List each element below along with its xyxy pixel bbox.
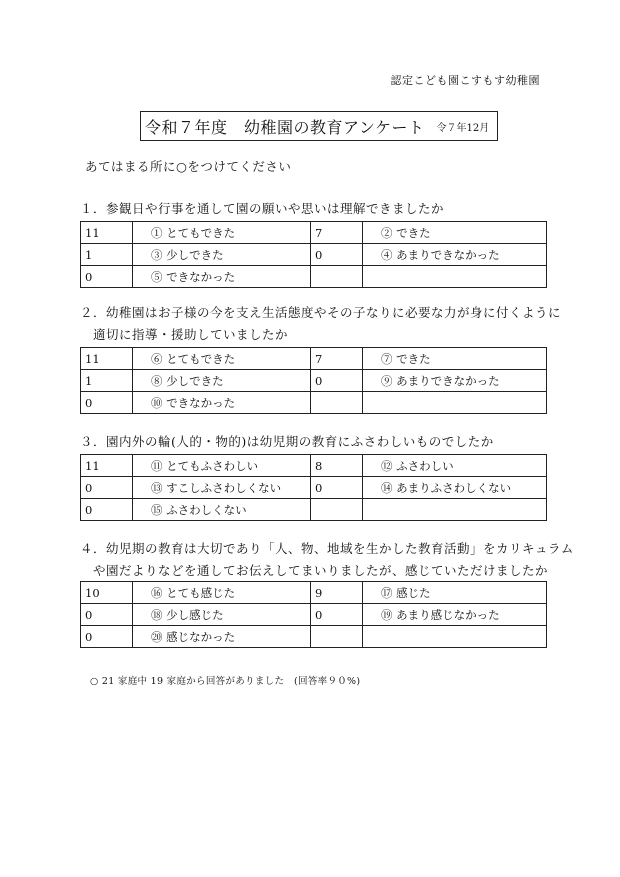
table-row — [81, 222, 547, 244]
option-cell: ⑩ できなかった — [133, 392, 311, 414]
question-2-text-line-1: ２．幼稚園はお子様の今を支え生活態度やその子なりに必要な力が身に付くように — [80, 305, 562, 320]
survey-date: 令７年12月 — [436, 122, 490, 134]
count-cell: 11 — [81, 348, 133, 370]
option-cell: ⑦ できた — [363, 348, 547, 370]
option-cell: ⑬ すこしふさわしくない — [133, 477, 311, 499]
page-title: 令和７年度 幼稚園の教育アンケート — [145, 117, 425, 137]
question-2-text-line-2: 適切に指導・援助していましたか — [93, 327, 289, 342]
option-cell: ⑥ とてもできた — [133, 348, 311, 370]
option-cell: ⑨ あまりできなかった — [363, 370, 547, 392]
table-row — [81, 392, 547, 414]
question-1 — [80, 198, 444, 220]
count-cell — [311, 499, 363, 521]
table-row — [81, 626, 547, 648]
table-row — [81, 266, 547, 288]
count-cell: 1 — [81, 244, 133, 266]
option-cell: ⑲ あまり感じなかった — [363, 604, 547, 626]
option-cell: ⑫ ふさわしい — [363, 455, 547, 477]
table-row — [81, 477, 547, 499]
title-box — [140, 111, 498, 141]
count-cell: 0 — [311, 370, 363, 392]
answer-table-2 — [80, 347, 547, 414]
option-cell: ⑭ あまりふさわしくない — [363, 477, 547, 499]
count-cell: 0 — [81, 604, 133, 626]
option-cell: ② できた — [363, 222, 547, 244]
question-2 — [80, 302, 561, 346]
count-cell — [311, 392, 363, 414]
question-4 — [80, 538, 574, 582]
answer-table-3 — [80, 454, 547, 521]
option-cell: ⑳ 感じなかった — [133, 626, 311, 648]
option-cell: ⑤ できなかった — [133, 266, 311, 288]
option-cell — [363, 626, 547, 648]
count-cell: 0 — [81, 626, 133, 648]
instruction-text: あてはまる所に○をつけてください — [85, 159, 292, 174]
option-cell: ⑪ とてもふさわしい — [133, 455, 311, 477]
option-cell — [363, 499, 547, 521]
option-cell: ⑱ 少し感じた — [133, 604, 311, 626]
count-cell: 0 — [81, 392, 133, 414]
question-4-text-line-1: ４．幼児期の教育は大切であり「人、物、地域を生かした教育活動」をカリキュラム — [80, 541, 574, 556]
option-cell: ⑧ 少しできた — [133, 370, 311, 392]
option-cell — [363, 266, 547, 288]
count-cell: 1 — [81, 370, 133, 392]
answer-table-4 — [80, 581, 547, 648]
count-cell: 0 — [311, 477, 363, 499]
count-cell: 11 — [81, 222, 133, 244]
option-cell: ① とてもできた — [133, 222, 311, 244]
count-cell: 9 — [311, 582, 363, 604]
option-cell: ④ あまりできなかった — [363, 244, 547, 266]
option-cell: ⑰ 感じた — [363, 582, 547, 604]
answer-table-1 — [80, 221, 547, 288]
count-cell — [311, 266, 363, 288]
count-cell: 0 — [311, 604, 363, 626]
option-cell: ⑯ とても感じた — [133, 582, 311, 604]
count-cell: 0 — [81, 477, 133, 499]
question-4-text-line-2: や園だよりなどを通してお伝えしてまいりましたが、感じていただけましたか — [93, 563, 549, 578]
table-row — [81, 455, 547, 477]
response-rate-note: ○ 21 家庭中 19 家庭から回答がありました (回答率９０%) — [90, 676, 361, 687]
count-cell: 0 — [81, 266, 133, 288]
count-cell: 11 — [81, 455, 133, 477]
table-row — [81, 604, 547, 626]
table-row — [81, 499, 547, 521]
question-3 — [80, 431, 494, 453]
count-cell: 7 — [311, 348, 363, 370]
table-row — [81, 348, 547, 370]
count-cell: 0 — [311, 244, 363, 266]
option-cell: ③ 少しできた — [133, 244, 311, 266]
count-cell: 8 — [311, 455, 363, 477]
count-cell: 0 — [81, 499, 133, 521]
table-row — [81, 244, 547, 266]
question-1-text: １．参観日や行事を通して園の願いや思いは理解できましたか — [80, 201, 445, 216]
count-cell: 10 — [81, 582, 133, 604]
table-row — [81, 582, 547, 604]
organization-name: 認定こども園こすもす幼稚園 — [390, 74, 540, 87]
count-cell — [311, 626, 363, 648]
option-cell: ⑮ ふさわしくない — [133, 499, 311, 521]
table-row — [81, 370, 547, 392]
count-cell: 7 — [311, 222, 363, 244]
question-3-text: ３．園内外の輪(人的・物的)は幼児期の教育にふさわしいものでしたか — [80, 434, 494, 449]
option-cell — [363, 392, 547, 414]
